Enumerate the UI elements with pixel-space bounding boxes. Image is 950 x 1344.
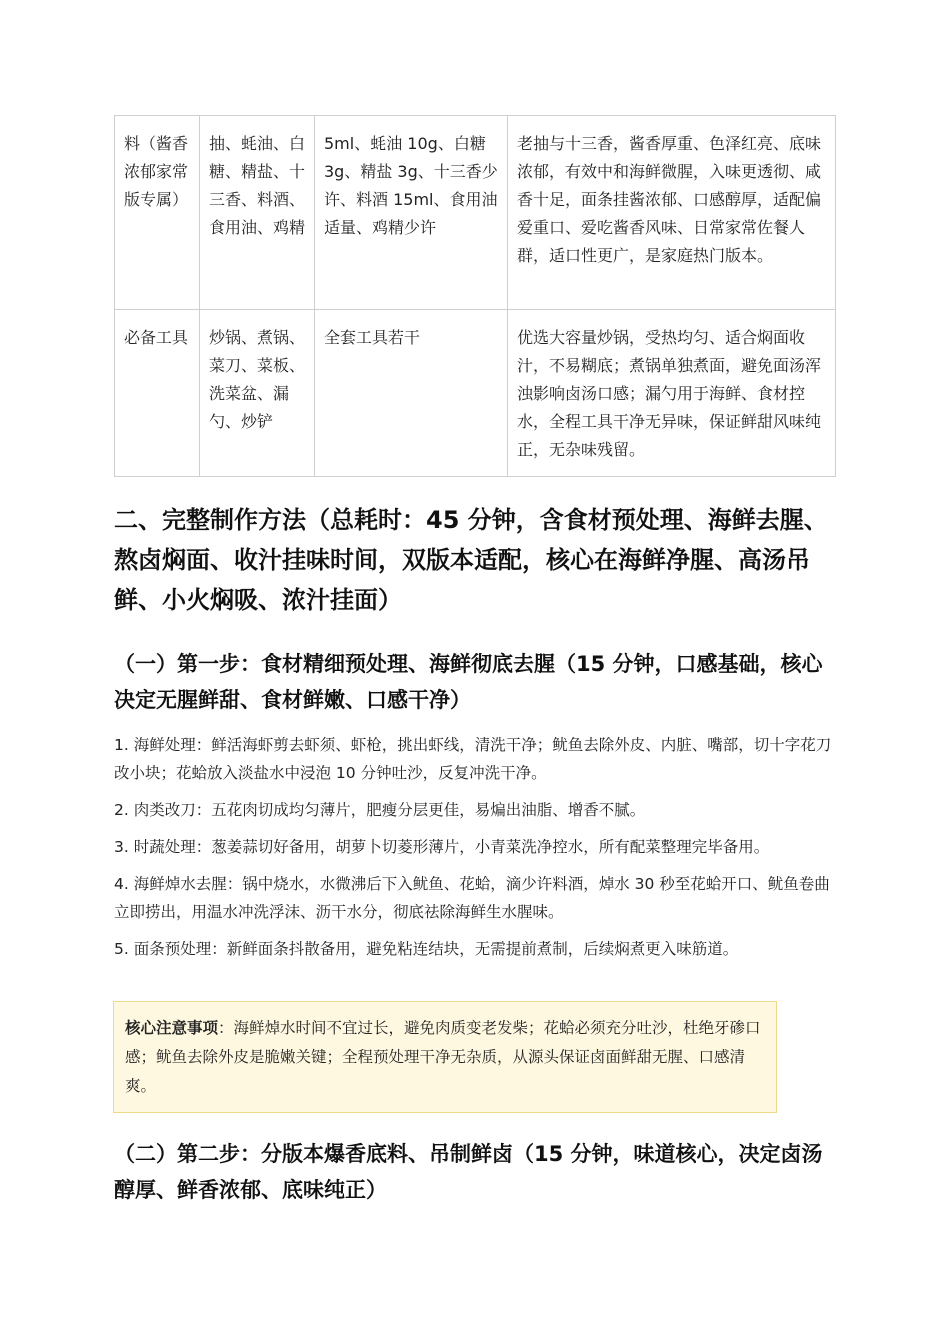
list-item: 1. 海鲜处理：鲜活海虾剪去虾须、虾枪，挑出虾线，清洗干净；鱿鱼去除外皮、内脏、嘴部，切十字花刀改小块；花蛤放入淡盐水中浸泡 10 分钟吐沙，反复冲洗干净。 xyxy=(114,736,832,782)
row-items: 抽、蚝油、白糖、精盐、十三香、料酒、食用油、鸡精 xyxy=(200,116,315,310)
row-name: 必备工具 xyxy=(115,310,200,477)
row-amount: 全套工具若干 xyxy=(315,310,508,477)
table-row xyxy=(115,310,836,477)
row-amount: 5ml、蚝油 10g、白糖 3g、精盐 3g、十三香少许、料酒 15ml、食用油适量、鸡精少许 xyxy=(315,116,508,310)
row-note: 优选大容量炒锅，受热均匀、适合焖面收汁，不易糊底；煮锅单独煮面，避免面汤浑浊影响卤汤口感；漏勺用于海鲜、食材控水，全程工具干净无异味，保证鲜甜风味纯正，无杂味残留。 xyxy=(508,310,836,477)
step2-heading: （二）第二步：分版本爆香底料、吊制鲜卤（15 分钟，味道核心，决定卤汤醇厚、鲜香浓郁、底味纯正） xyxy=(114,1142,823,1202)
notice-text: ：海鲜焯水时间不宜过长，避免肉质变老发柴；花蛤必须充分吐沙，杜绝牙碜口感；鱿鱼去除外皮是脆嫩关键；全程预处理干净无杂质，从源头保证卤面鲜甜无腥、口感清爽。 xyxy=(125,1019,761,1095)
list-item: 4. 海鲜焯水去腥：锅中烧水，水微沸后下入鱿鱼、花蛤，滴少许料酒，焯水 30 秒至花蛤开口、鱿鱼卷曲立即捞出，用温水冲洗浮沫、沥干水分，彻底祛除海鲜生水腥味。 xyxy=(114,875,830,921)
row-items: 炒锅、煮锅、菜刀、菜板、洗菜盆、漏勺、炒铲 xyxy=(200,310,315,477)
step1-heading: （一）第一步：食材精细预处理、海鲜彻底去腥（15 分钟，口感基础，核心决定无腥鲜甜、食材鲜嫩、口感干净） xyxy=(114,652,823,712)
list-item: 2. 肉类改刀：五花肉切成均匀薄片，肥瘦分层更佳，易煸出油脂、增香不腻。 xyxy=(114,801,646,819)
row-name: 料（酱香浓郁家常版专属） xyxy=(115,116,200,310)
ingredient-table xyxy=(114,115,836,477)
section-heading: 二、完整制作方法（总耗时：45 分钟，含食材预处理、海鲜去腥、熬卤焖面、收汁挂味时间，双版本适配，核心在海鲜净腥、高汤吊鲜、小火焖吸、浓汁挂面） xyxy=(114,506,828,614)
step1-list xyxy=(114,731,842,972)
row-note: 老抽与十三香，酱香厚重、色泽红亮、底味浓郁，有效中和海鲜微腥，入味更透彻、咸香十足，面条挂酱浓郁、口感醇厚，适配偏爱重口、爱吃酱香风味、日常家常佐餐人群，适口性更广，是家庭热门版本。 xyxy=(508,116,836,310)
notice-box xyxy=(113,1001,777,1113)
list-item: 3. 时蔬处理：葱姜蒜切好备用，胡萝卜切菱形薄片，小青菜洗净控水，所有配菜整理完毕备用。 xyxy=(114,838,770,856)
notice-label: 核心注意事项 xyxy=(125,1019,219,1037)
list-item: 5. 面条预处理：新鲜面条抖散备用，避免粘连结块，无需提前煮制，后续焖煮更入味筋道。 xyxy=(114,940,739,958)
table-row xyxy=(115,116,836,310)
